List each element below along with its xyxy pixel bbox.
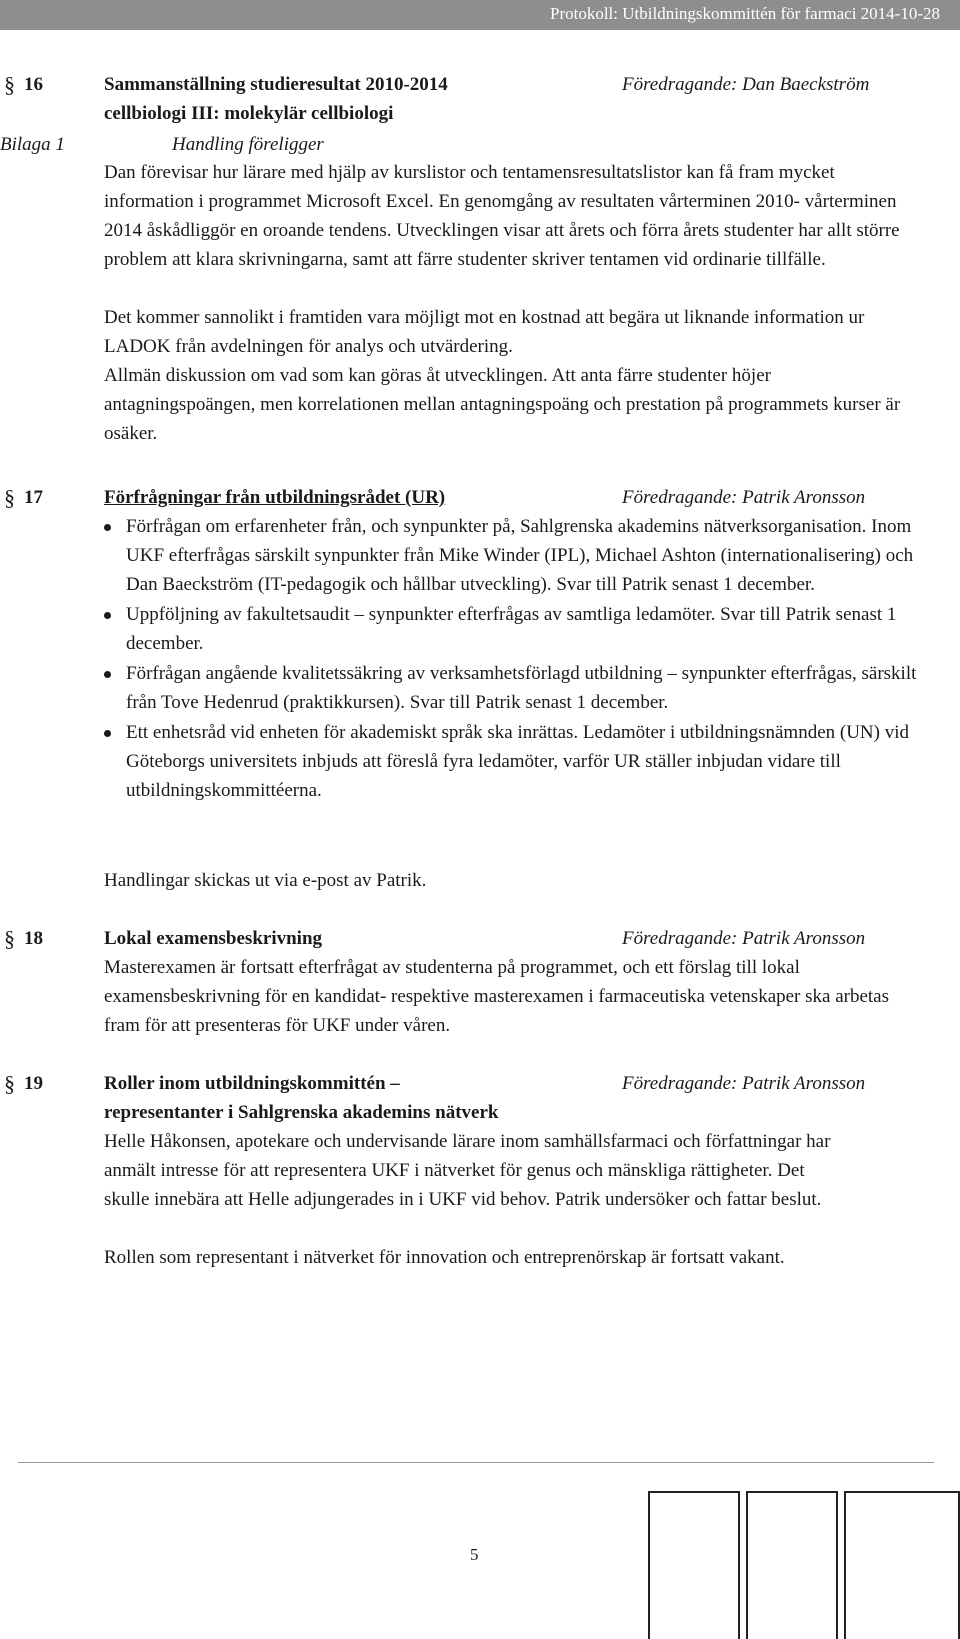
bullet-text: Uppföljning av fakultetsaudit – synpunkter efterfrågas av samtliga ledamöter. Svar till Patrik senast 1 december. <box>126 604 897 654</box>
page-number: 5 <box>470 1545 479 1564</box>
footer-initial-box-3 <box>844 1491 960 1639</box>
section-17-title-text: Förfrågningar från utbildningsrådet (UR) <box>104 487 446 508</box>
section-17-bullet-list <box>104 512 926 806</box>
section-16-number: 16 <box>24 74 43 95</box>
section-18-paragraph: Masterexamen är fortsatt efterfrågat av studenterna på programmet, och ett förslag till lokal examensbeskrivning för en kandidat- respektive masterexamen i farmaceutiska vetenskaper ska arbetas fram för att presenteras för UKF under våren. <box>104 957 890 1036</box>
section-17-title <box>104 483 445 512</box>
header-title: Protokoll: Utbildningskommittén för farmaci 2014-10-28 <box>549 4 940 23</box>
bullet-icon <box>104 730 111 737</box>
list-item <box>104 512 926 599</box>
section-19-presenter: Föredragande: Patrik Aronsson <box>622 1073 866 1094</box>
footer-initial-box-2 <box>746 1491 838 1639</box>
section-18-presenter: Föredragande: Patrik Aronsson <box>622 928 866 949</box>
section-16-title <box>104 70 448 128</box>
section-19-mark: § <box>4 1071 15 1096</box>
section-16-presenter: Föredragande: Dan Baeckström <box>622 74 870 95</box>
section-19-number: 19 <box>24 1073 43 1094</box>
section-18-title <box>104 924 322 953</box>
handling-note: Handling föreligger <box>172 134 324 155</box>
section-17-mark: § <box>4 485 15 510</box>
section-19-title-line-1: Roller inom utbildningskommittén – <box>104 1073 400 1094</box>
bullet-icon <box>104 524 111 531</box>
footer-initial-box-1 <box>648 1491 740 1639</box>
section-19-paragraph-2: Rollen som representant i nätverket för innovation och entreprenörskap är fortsatt vakant. <box>104 1247 785 1268</box>
footer-divider <box>18 1462 934 1463</box>
section-17-closing: Handlingar skickas ut via e-post av Patrik. <box>104 870 427 891</box>
bullet-text: Ett enhetsråd vid enheten för akademiskt språk ska inrättas. Ledamöter i utbildningsnämnden (UN) vid Göteborgs universitets inbjuds att föreslå fyra ledamöter, varför UR ställer inbjudan vidare till utbildningskommittéerna. <box>126 722 910 801</box>
section-16-mark: § <box>4 72 15 97</box>
section-16-paragraph-2: Det kommer sannolikt i framtiden vara möjligt mot en kostnad att begära ut liknande information ur LADOK från avdelningen för analys och utvärdering. <box>104 307 865 357</box>
bullet-icon <box>104 671 111 678</box>
section-18-number: 18 <box>24 928 43 949</box>
bilaga-label: Bilaga 1 <box>0 134 65 155</box>
section-17-number: 17 <box>24 487 43 508</box>
page-header <box>0 0 960 30</box>
bullet-icon <box>104 612 111 619</box>
bullet-text: Förfrågan angående kvalitetssäkring av verksamhetsförlagd utbildning – synpunkter efterfrågas, särskilt från Tove Hedenrud (praktikkursen). Svar till Patrik senast 1 december. <box>126 663 917 713</box>
section-19-title <box>104 1069 498 1127</box>
section-18-title-text: Lokal examensbeskrivning <box>104 928 323 949</box>
bullet-text: Förfrågan om erfarenheter från, och synpunkter på, Sahlgrenska akademins nätverksorganisation. Inom UKF efterfrågas särskilt synpunkter från Mike Winder (IPL), Michael Ashton (internationalisering) och Dan Baeckström (IT-pedagogik och hållbar utveckling). Svar till Patrik senast 1 december. <box>126 516 914 595</box>
section-16-title-line-2: cellbiologi III: molekylär cellbiologi <box>104 103 394 124</box>
list-item <box>104 718 926 805</box>
list-item <box>104 659 926 717</box>
section-18-mark: § <box>4 926 15 951</box>
section-16-paragraph-1: Dan förevisar hur lärare med hjälp av kurslistor och tentamensresultatslistor kan få fram mycket information i programmet Microsoft Excel. En genomgång av resultaten vårterminen 2010- vårterminen 2014 åskådliggör en oroande tendens. Utvecklingen visar att årets och förra årets studenter har allt större problem att klara skrivningarna, samt att färre studenter skriver tentamen vid ordinarie tillfälle. <box>104 162 900 270</box>
section-17-presenter: Föredragande: Patrik Aronsson <box>622 487 866 508</box>
section-16-paragraph-3: Allmän diskussion om vad som kan göras åt utvecklingen. Att anta färre studenter höjer antagningspoängen, men korrelationen mellan antagningspoäng och prestation på programmets kurser är osäker. <box>104 365 901 444</box>
section-16-title-line-1: Sammanställning studieresultat 2010-2014 <box>104 74 448 95</box>
list-item <box>104 600 926 658</box>
section-19-title-line-2: representanter i Sahlgrenska akademins nätverk <box>104 1102 499 1123</box>
section-19-paragraph-1: Helle Håkonsen, apotekare och undervisande lärare inom samhällsfarmaci och författningar har anmält intresse för att representera UKF i nätverket för genus och mänskliga rättigheter. Det skulle innebära att Helle adjungerades in i UKF vid behov. Patrik undersöker och fattar beslut. <box>104 1131 831 1210</box>
